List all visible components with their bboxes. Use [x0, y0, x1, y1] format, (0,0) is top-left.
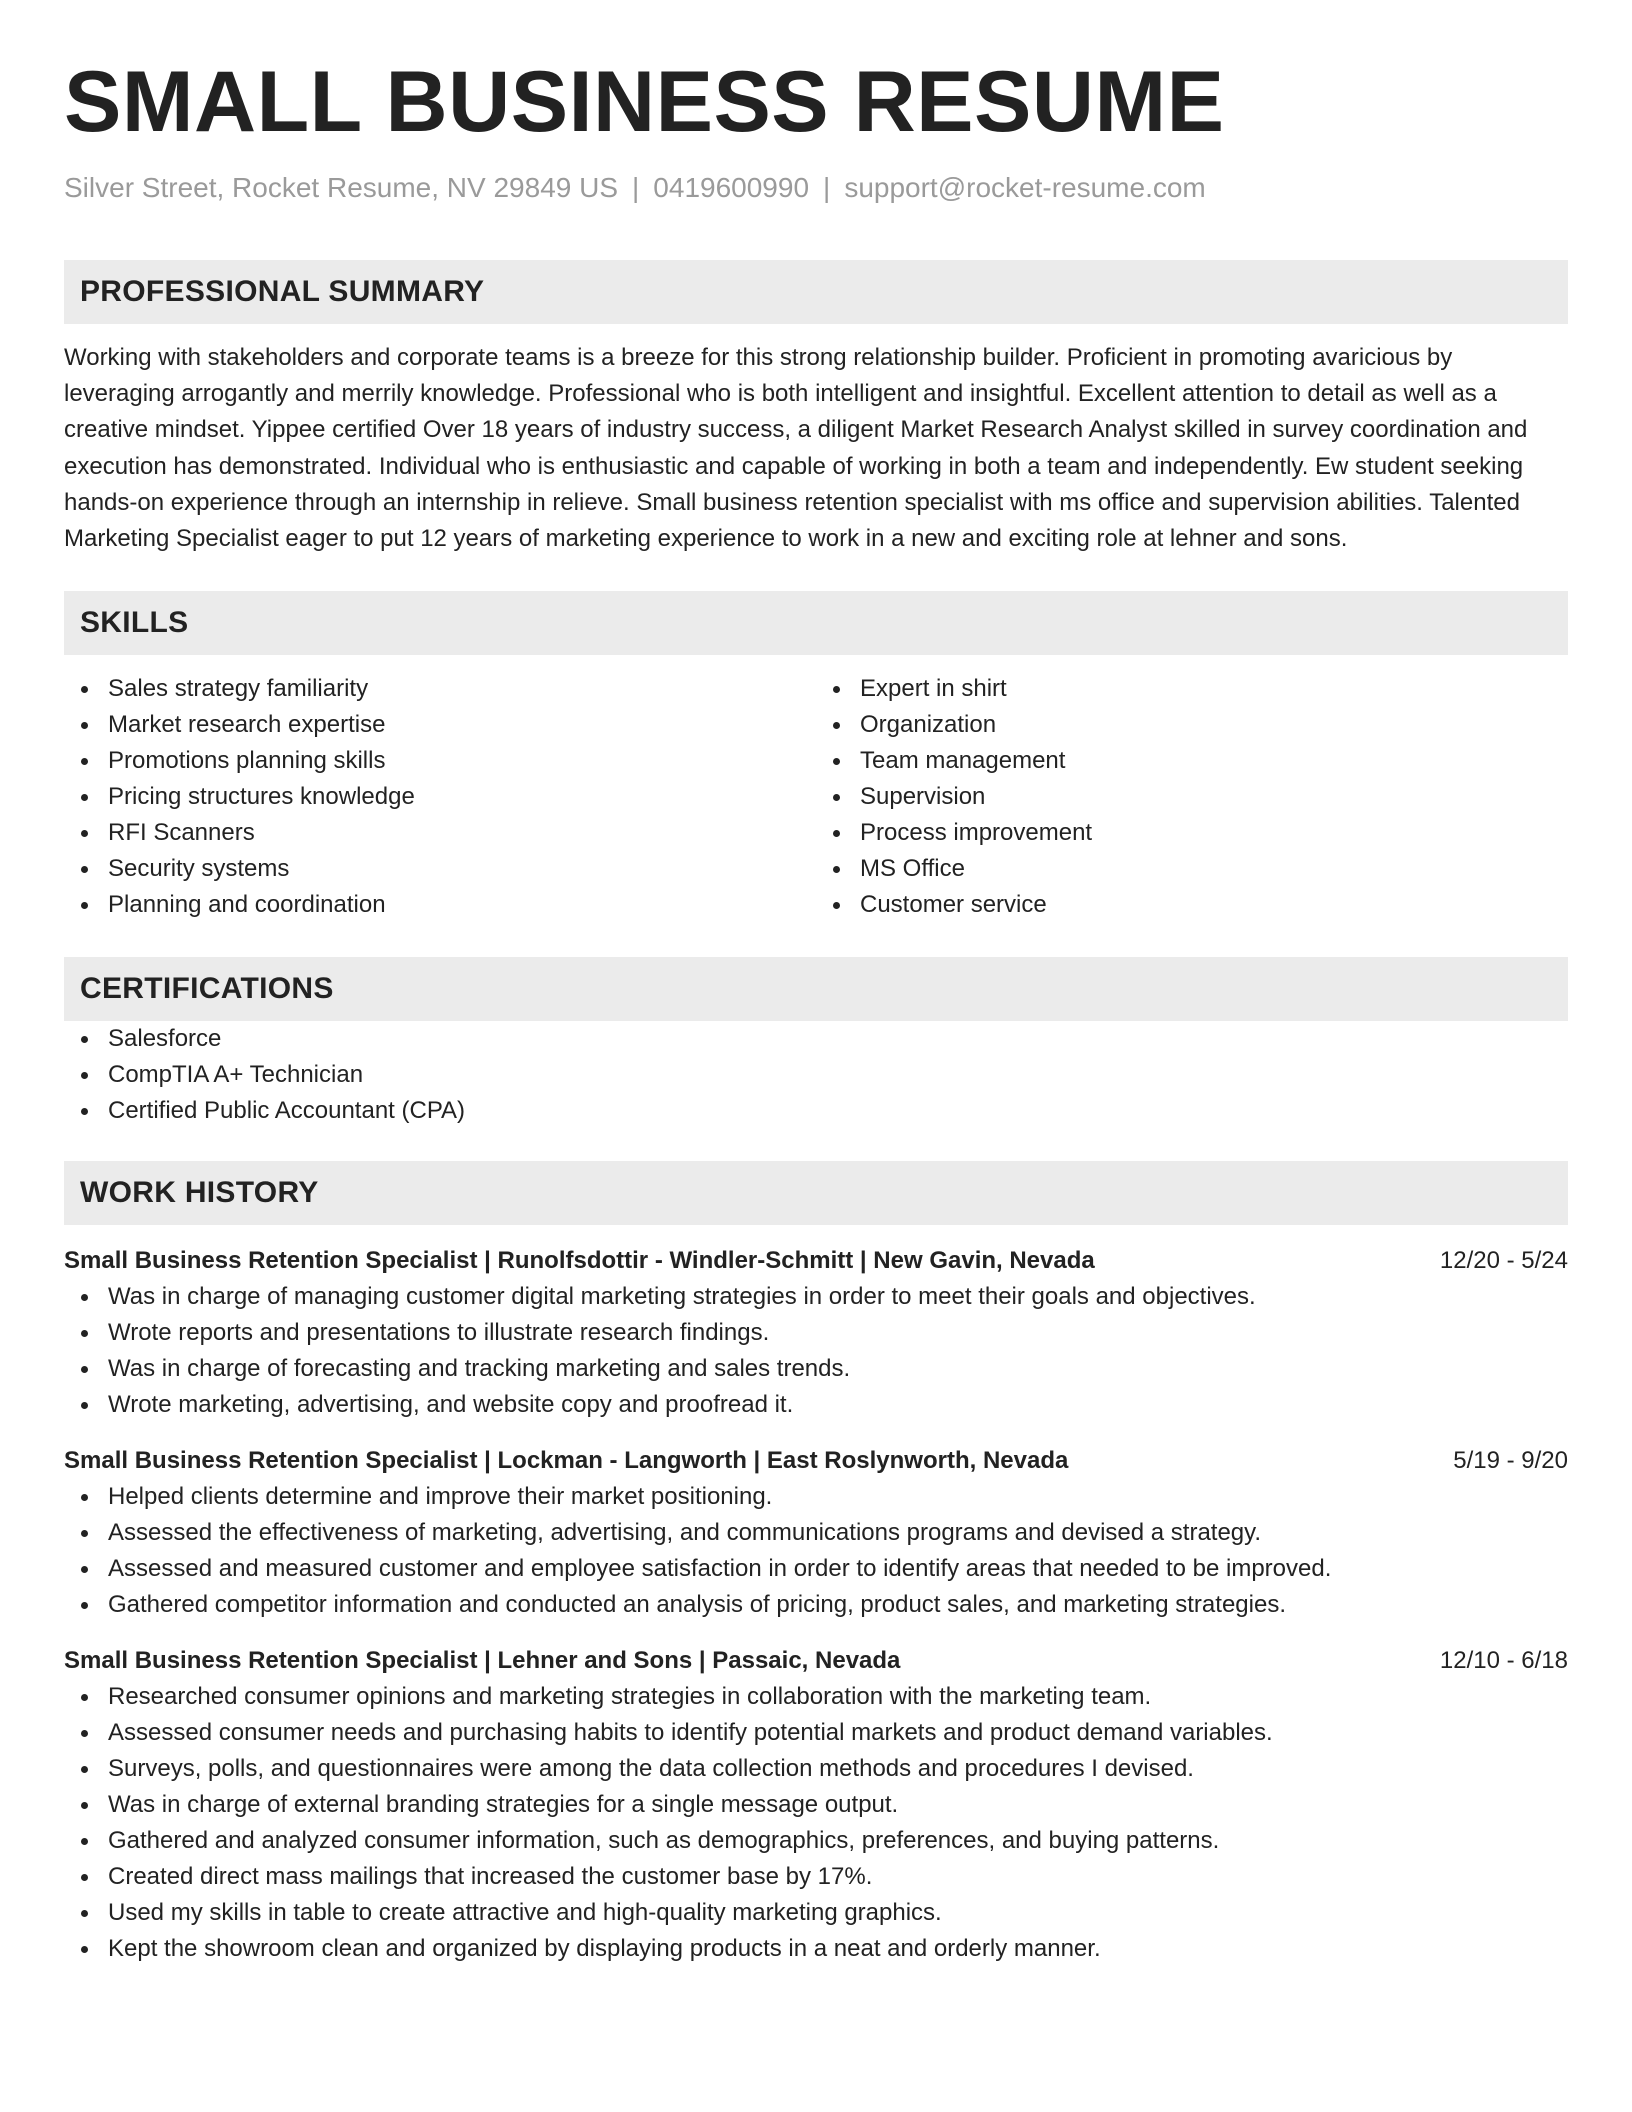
job-bullet: Surveys, polls, and questionnaires were among the data collection methods and procedures I devised.	[64, 1751, 1568, 1787]
job-bullet: Assessed and measured customer and employee satisfaction in order to identify areas that needed to be improved.	[64, 1551, 1568, 1587]
job-bullet: Gathered competitor information and conducted an analysis of pricing, product sales, and marketing strategies.	[64, 1587, 1568, 1623]
job-bullet: Created direct mass mailings that increased the customer base by 17%.	[64, 1859, 1568, 1895]
job-title: Small Business Retention Specialist | Runolfsdottir - Windler-Schmitt | New Gavin, Nevada	[64, 1247, 1095, 1275]
certification-item: Certified Public Accountant (CPA)	[64, 1093, 1568, 1129]
resume-name: SMALL BUSINESS RESUME	[64, 54, 1225, 150]
skill-item: Organization	[816, 707, 1568, 743]
job-bullet: Wrote marketing, advertising, and website copy and proofread it.	[64, 1387, 1568, 1423]
contact-phone: 0419600990	[653, 172, 810, 203]
job-header	[64, 1443, 1568, 1479]
skill-item: Sales strategy familiarity	[64, 671, 816, 707]
skills-grid	[64, 671, 1568, 923]
job-bullet: Used my skills in table to create attractive and high-quality marketing graphics.	[64, 1895, 1568, 1931]
job-bullet: Researched consumer opinions and marketing strategies in collaboration with the marketing team.	[64, 1679, 1568, 1715]
contact-line	[64, 170, 1568, 206]
section-heading-certifications: CERTIFICATIONS	[64, 957, 1568, 1021]
skill-item: Pricing structures knowledge	[64, 779, 816, 815]
job-title: Small Business Retention Specialist | Lehner and Sons | Passaic, Nevada	[64, 1647, 901, 1675]
job-header	[64, 1643, 1568, 1679]
contact-separator: |	[823, 172, 831, 203]
job-dates: 5/19 - 9/20	[1453, 1447, 1568, 1475]
skill-item: Expert in shirt	[816, 671, 1568, 707]
skill-item: Supervision	[816, 779, 1568, 815]
job-title: Small Business Retention Specialist | Lockman - Langworth | East Roslynworth, Nevada	[64, 1447, 1069, 1475]
skills-column-right	[816, 671, 1568, 923]
job-bullet: Assessed consumer needs and purchasing habits to identify potential markets and product demand variables.	[64, 1715, 1568, 1751]
contact-address: Silver Street, Rocket Resume, NV 29849 US	[64, 172, 619, 203]
job-bullet: Gathered and analyzed consumer information, such as demographics, preferences, and buying patterns.	[64, 1823, 1568, 1859]
skill-item: Market research expertise	[64, 707, 816, 743]
contact-email: support@rocket-resume.com	[844, 172, 1206, 203]
job-bullet-list	[64, 1679, 1568, 1967]
certification-item: Salesforce	[64, 1021, 1568, 1057]
section-heading-summary: PROFESSIONAL SUMMARY	[64, 260, 1568, 324]
job-bullet: Was in charge of forecasting and tracking marketing and sales trends.	[64, 1351, 1568, 1387]
job-bullet: Wrote reports and presentations to illustrate research findings.	[64, 1315, 1568, 1351]
skill-item: Process improvement	[816, 815, 1568, 851]
skill-item: RFI Scanners	[64, 815, 816, 851]
skills-column-left	[64, 671, 816, 923]
certifications-list	[64, 1021, 1568, 1129]
section-heading-work-history: WORK HISTORY	[64, 1161, 1568, 1225]
skill-item: Team management	[816, 743, 1568, 779]
skill-item: Planning and coordination	[64, 887, 816, 923]
job-bullet: Was in charge of external branding strategies for a single message output.	[64, 1787, 1568, 1823]
job-dates: 12/10 - 6/18	[1439, 1647, 1568, 1675]
job-entry	[64, 1443, 1568, 1623]
job-dates: 12/20 - 5/24	[1439, 1247, 1568, 1275]
jobs-list	[64, 1243, 1568, 1967]
job-bullet: Was in charge of managing customer digital marketing strategies in order to meet their goals and objectives.	[64, 1279, 1568, 1315]
skill-item: Customer service	[816, 887, 1568, 923]
section-heading-skills: SKILLS	[64, 591, 1568, 655]
work-history-section	[64, 1161, 1568, 1967]
job-bullet-list	[64, 1279, 1568, 1423]
certifications-section	[64, 957, 1568, 1129]
certification-item: CompTIA A+ Technician	[64, 1057, 1568, 1093]
job-entry	[64, 1243, 1568, 1423]
skills-section	[64, 591, 1568, 923]
job-header	[64, 1243, 1568, 1279]
job-bullet: Assessed the effectiveness of marketing, advertising, and communications programs and devised a strategy.	[64, 1515, 1568, 1551]
contact-separator: |	[632, 172, 640, 203]
job-bullet: Helped clients determine and improve their market positioning.	[64, 1479, 1568, 1515]
skill-item: MS Office	[816, 851, 1568, 887]
job-bullet: Kept the showroom clean and organized by displaying products in a neat and orderly manner.	[64, 1931, 1568, 1967]
job-bullet-list	[64, 1479, 1568, 1623]
skill-item: Security systems	[64, 851, 816, 887]
professional-summary-section	[64, 260, 1568, 557]
summary-text: Working with stakeholders and corporate teams is a breeze for this strong relationship builder. Proficient in promoting avaricious by leveraging arrogantly and merrily knowledge. Professional who is both intelligent and insightful. Excellent attention to detail as well as a creative mindset. Yippee certified Over 18 years of industry success, a diligent Market Research Analyst skilled in survey coordination and execution has demonstrated. Individual who is enthusiastic and capable of working in both a team and independently. Ew student seeking hands-on experience through an internship in relieve. Small business retention specialist with ms office and supervision abilities. Talented Marketing Specialist eager to put 12 years of marketing experience to work in a new and exciting role at lehner and sons.	[64, 344, 1528, 553]
skill-item: Promotions planning skills	[64, 743, 816, 779]
job-entry	[64, 1643, 1568, 1967]
